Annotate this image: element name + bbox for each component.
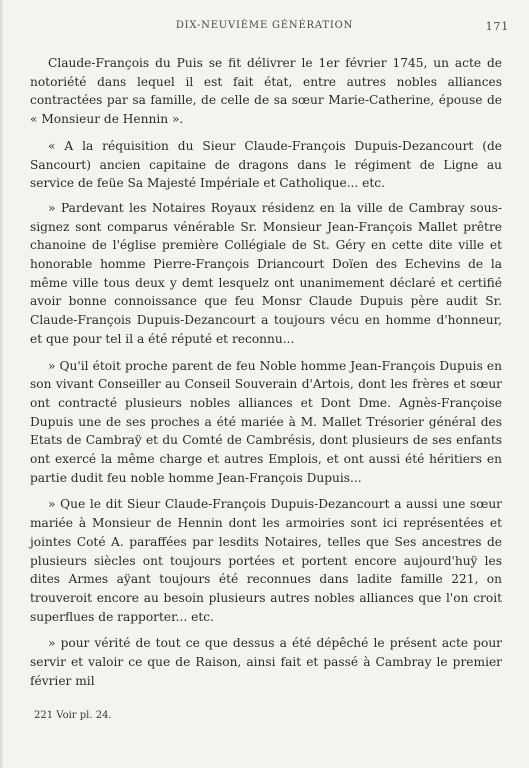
paragraph-5: » Que le dit Sieur Claude-François Dupuis-Dezancourt a aussi une sœur mariée à Monsieur de Hennin dont les armoiries sont ici représentées et jointes Coté A. paraffées par lesdits Notaires, telles que Ses ancestres de plusieurs siècles ont toujours portées et portent encore aujourd'huÿ les dites Armes aÿant toujours été reconnues dans ladite famille 221, on trouveroit encore au besoin plusieurs autres nobles alliances que l'on croit superflues de rapporter... etc. <box>30 497 502 624</box>
running-title: DIX-NEUVIÈME GÉNÉRATION <box>175 20 354 31</box>
paragraph-1: Claude-François du Puis se fit délivrer le 1er février 1745, un acte de notoriété dans lequel il est fait état, entre autres nobles alliances contractées par sa famille, de celle de sa sœur Marie-Catherine, épouse de « Monsieur de Hennin ». <box>30 56 502 127</box>
paragraph-2: « A la réquisition du Sieur Claude-François Dupuis-Dezancourt (de Sancourt) ancien capitaine de dragons dans le régiment de Ligne au service de feüe Sa Majesté Impériale et Catholique... etc. <box>30 138 502 191</box>
page-body <box>30 54 502 699</box>
footnote: 221 Voir pl. 24. <box>34 710 112 721</box>
paragraph-3: » Pardevant les Notaires Royaux résidenz en la ville de Cambray sous-signez sont comparus vénérable Sr. Monsieur Jean-François Mallet prêtre chanoine de l'église première Collégiale de St. Géry en cette dite ville et honorable homme Pierre-François Driancourt Doïen des Echevins de la même ville tous deux y demt lesquelz ont unanimement déclaré et certifié avoir bonne connoissance que feu Monsr Claude Dupuis père audit Sr. Claude-François Dupuis-Dezancourt a toujours vécu en homme d'honneur, et que pour tel il a été réputé et reconnu... <box>30 200 502 346</box>
paragraph-6: » pour vérité de tout ce que dessus a été dépêché le présent acte pour servir et valoir ce que de Raison, ainsi fait et passé à Cambray le premier février mil <box>30 636 502 688</box>
page-number: 171 <box>485 20 509 33</box>
paragraph-4: » Qu'il étoit proche parent de feu Noble homme Jean-François Dupuis en son vivant Conseiller au Conseil Souverain d'Artois, dont les frères et sœur ont contracté plusieurs nobles alliances et Dont Dme. Agnès-Françoise Dupuis une de ses proches a été mariée à M. Mallet Trésorier général des Etats de Cambraÿ et du Comté de Cambrésis, dont plusieurs de ses enfants ont exercé la même charge et autres Emplois, et ont aussi été héritiers en partie dudit feu noble homme Jean-François Dupuis... <box>30 358 502 485</box>
page-header <box>0 20 529 36</box>
